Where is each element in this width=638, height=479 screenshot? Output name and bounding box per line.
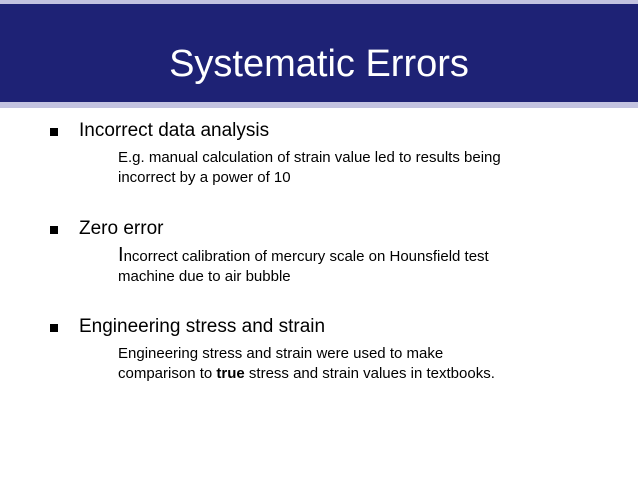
bullet-heading: Engineering stress and strain xyxy=(79,316,326,337)
detail-line: incorrect by a power of 10 xyxy=(118,169,291,186)
emphasis-text: true xyxy=(216,365,245,382)
detail-text: ncorrect calibration of mercury scale on Hounsfield test xyxy=(123,248,489,265)
bullet-detail xyxy=(118,245,588,287)
detail-line xyxy=(118,364,588,384)
detail-text: stress and strain values in textbooks. xyxy=(244,365,495,382)
detail-line: machine due to air bubble xyxy=(118,268,291,285)
detail-line: E.g. manual calculation of strain value led to results being xyxy=(118,149,501,166)
square-bullet-icon xyxy=(50,128,58,136)
bullet-heading: Zero error xyxy=(79,218,164,239)
slide-title: Systematic Errors xyxy=(169,43,469,85)
square-bullet-icon xyxy=(50,226,58,234)
bullet-heading: Incorrect data analysis xyxy=(79,120,270,141)
detail-initial: I xyxy=(118,244,124,266)
detail-line: Engineering stress and strain were used to make xyxy=(118,345,444,362)
detail-text: comparison to xyxy=(118,365,217,382)
title-bar xyxy=(0,0,638,108)
bullet-detail xyxy=(118,148,588,188)
bullet-detail xyxy=(118,344,588,384)
detail-line xyxy=(118,245,588,267)
square-bullet-icon xyxy=(50,324,58,332)
